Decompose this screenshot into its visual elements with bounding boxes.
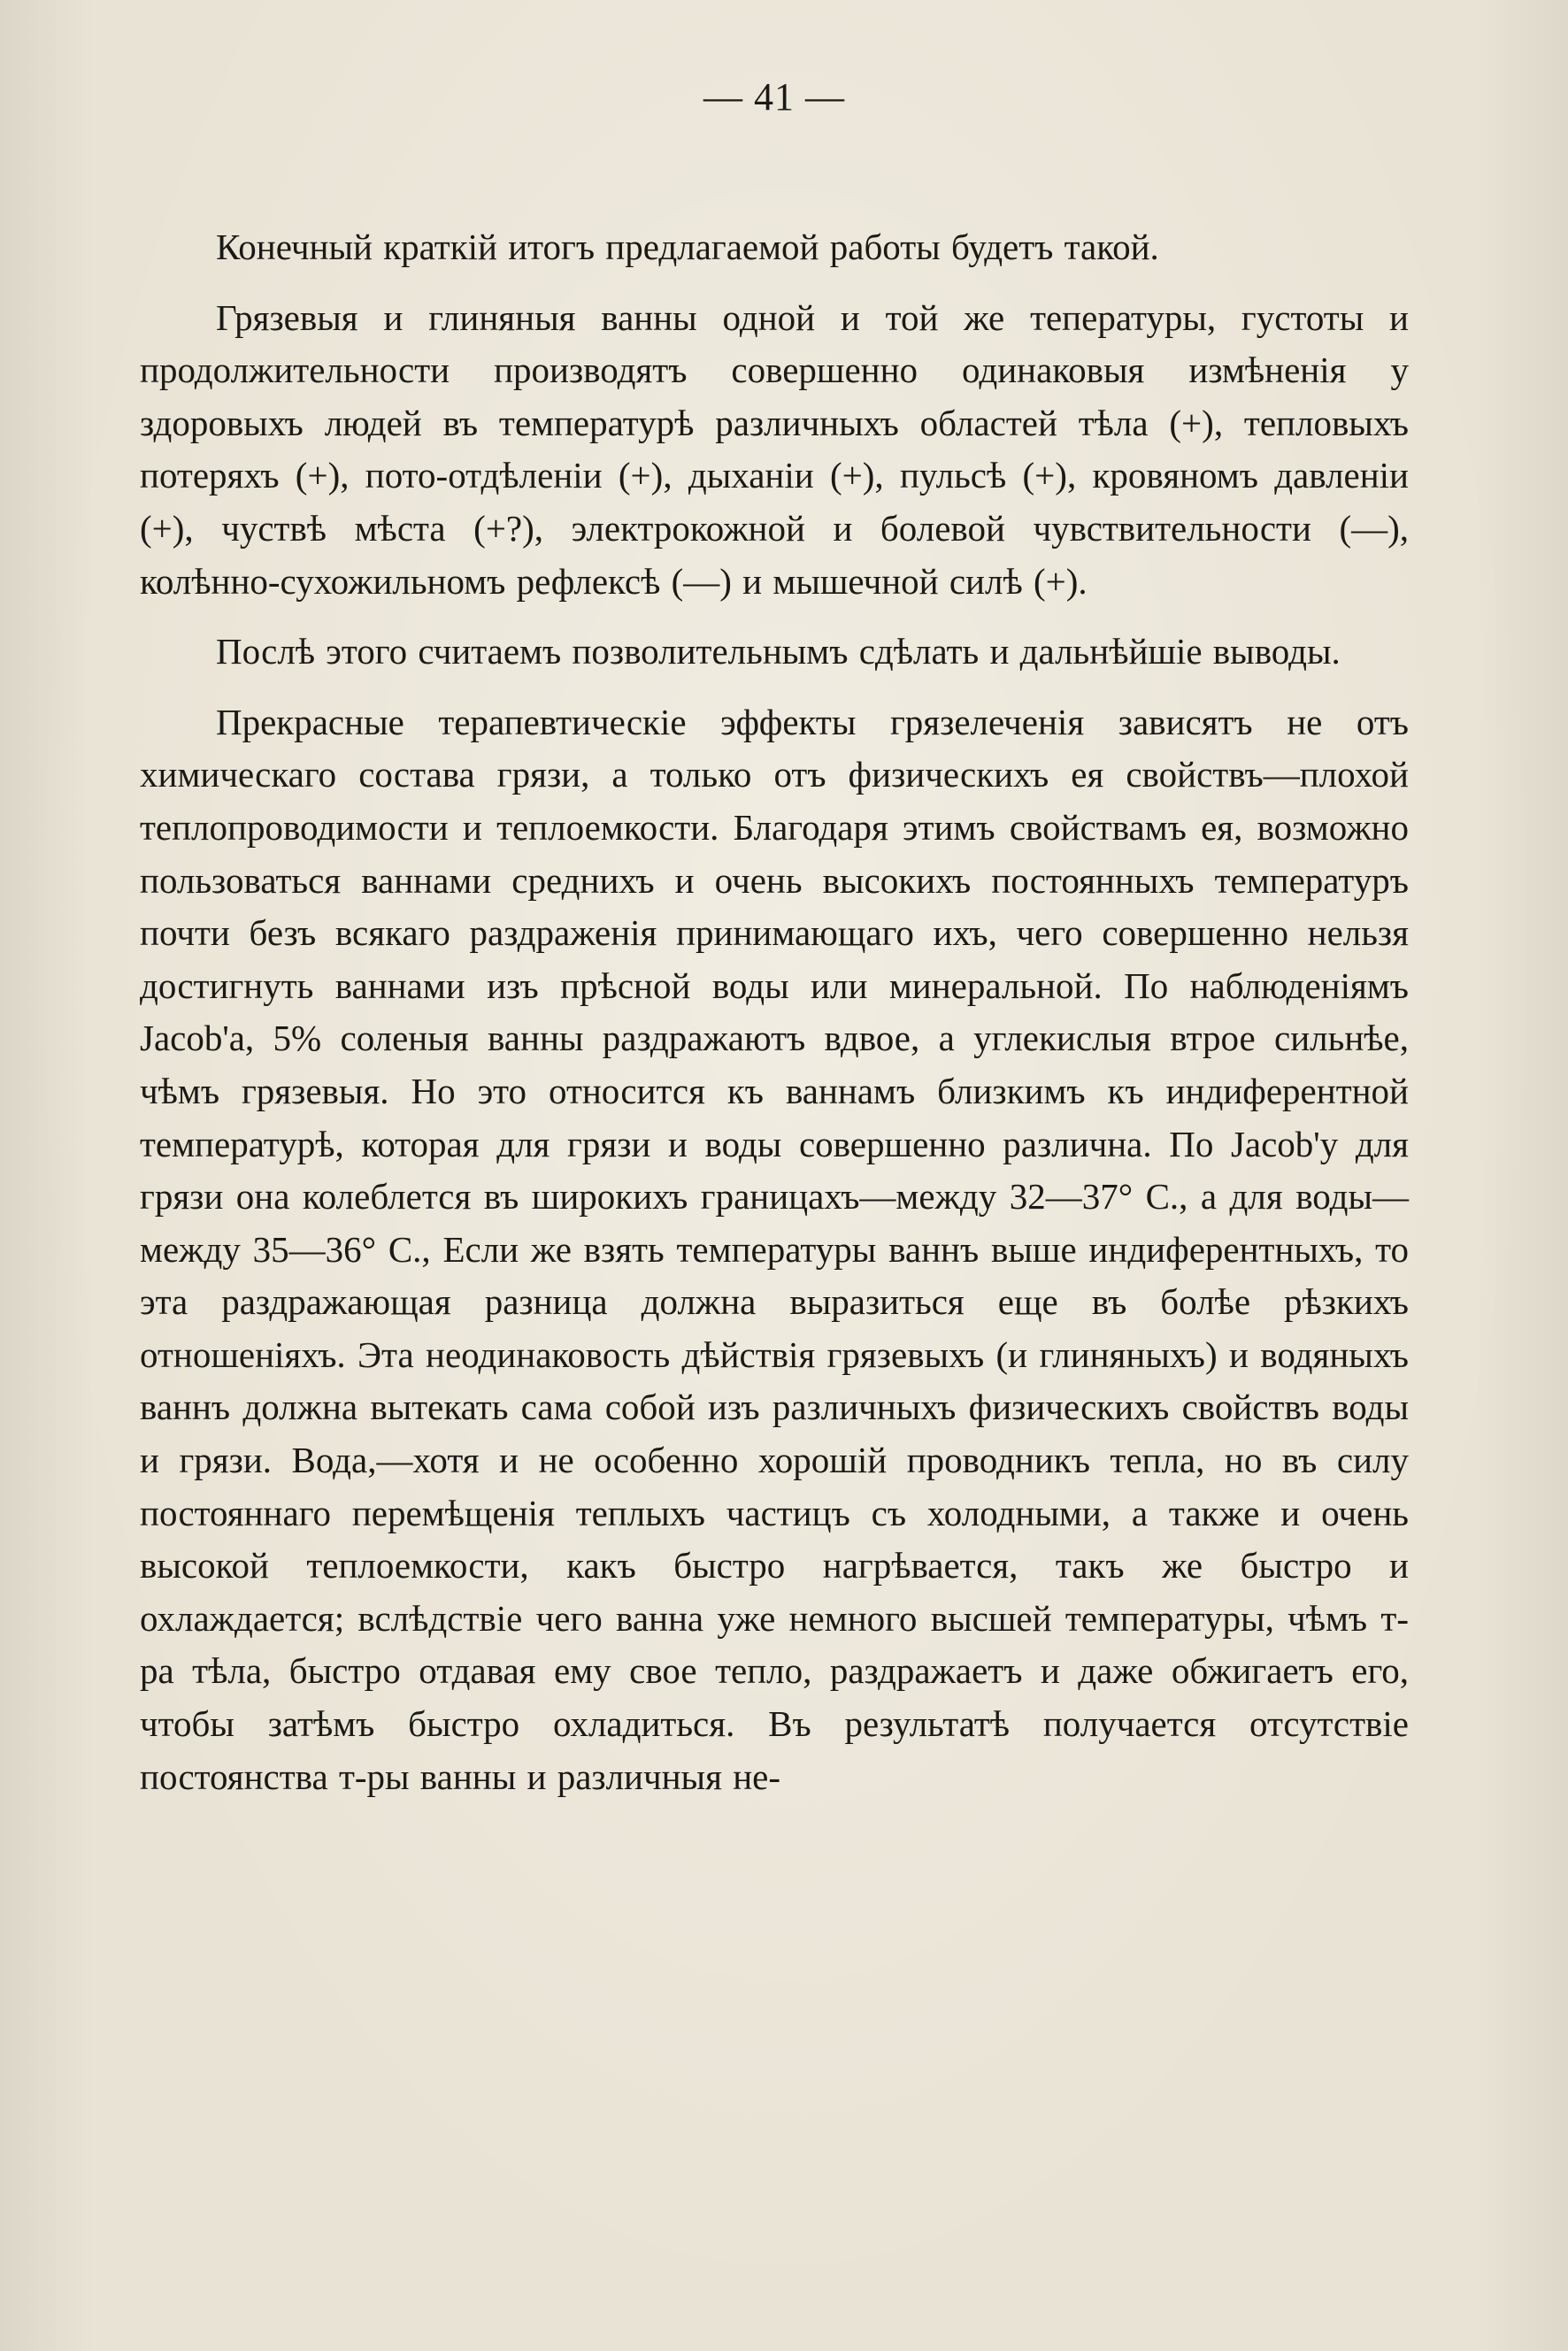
paragraph-bath-effects: Грязевыя и глиняныя ванны одной и той же тепературы, густоты и продолжительности производятъ совершенно одинаковыя измѣненія у здоровыхъ людей въ температурѣ различныхъ областей тѣла (+), тепловыхъ потеряхъ (+), пото-отдѣленіи (+), дыханіи (+), пульсѣ (+), кровяномъ давленіи (+), чуствѣ мѣста (+?), электрокожной и болевой чувствительности (—), колѣнно-сухожильномъ рефлексѣ (—) и мышечной силѣ (+). <box>140 296 1409 602</box>
paragraph-further-conclusions: Послѣ этого считаемъ позволительнымъ сдѣлать и дальнѣйшіе выводы. <box>216 631 1341 672</box>
page-number: — 41 — <box>703 75 845 119</box>
paragraph-summary-intro: Конечный краткій итогъ предлагаемой работы будетъ такой. <box>216 227 1159 267</box>
paragraph-therapeutic-effects: Прекрасные терапевтическіе эффекты грязелеченія зависятъ не отъ химическаго состава грязи, а только отъ физическихъ ея свойствъ—плохой теплопроводимости и теплоемкости. Благодаря этимъ свойствамъ ея, возможно пользоваться ваннами среднихъ и очень высокихъ постоянныхъ температуръ почти безъ всякаго раздраженія принимающаго ихъ, чего совершенно нельзя достигнуть ваннами изъ прѣсной воды или минеральной. По наблюденіямъ Jacob'а, 5% соленыя ванны раздражаютъ вдвое, а углекислыя втрое сильнѣе, чѣмъ грязевыя. Но это относится къ ваннамъ близкимъ къ индиферентной температурѣ, которая для грязи и воды совершенно различна. По Jacob'у для грязи она колеблется въ широкихъ границахъ—между 32—37° С., а для воды—между 35—36° С., Если же взять температуры ваннъ выше индиферентныхъ, то эта раздражающая разница должна выразиться еще въ болѣе рѣзкихъ отношеніяхъ. Эта неодинаковость дѣйствія грязевыхъ (и глиняныхъ) и водяныхъ ваннъ должна вытекать сама собой изъ различныхъ физическихъ свойствъ воды и грязи. Вода,—хотя и не особенно хорошій проводникъ тепла, но въ силу постояннаго перемѣщенія теплыхъ частицъ съ холодными, а также и очень высокой теплоемкости, какъ быстро нагрѣвается, такъ же быстро и охлаждается; вслѣдствіе чего ванна уже немного высшей температуры, чѣмъ т-ра тѣла, быстро отдавая ему свое тепло, раздражаетъ и даже обжигаетъ его, чтобы затѣмъ быстро охладиться. Въ результатѣ получается отсутствіе постоянства т-ры ванны и различныя не- <box>140 701 1409 1797</box>
